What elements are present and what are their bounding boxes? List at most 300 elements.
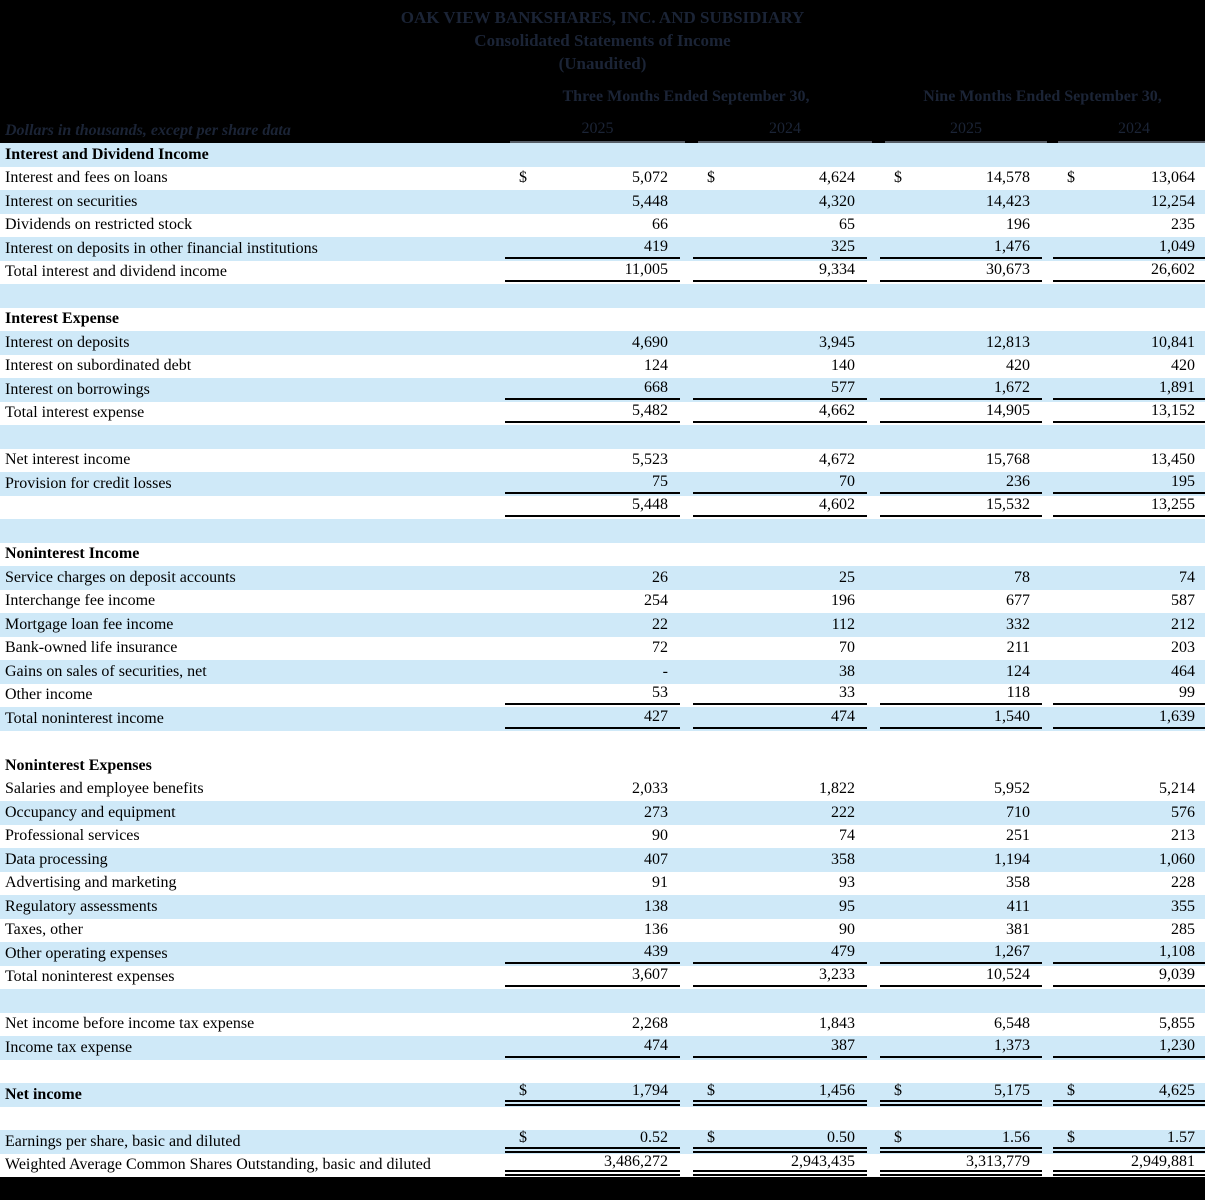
value-text: 3,945 <box>819 333 855 351</box>
value-cell <box>880 331 1042 355</box>
header-spacer <box>0 87 505 107</box>
column-gap <box>680 1083 693 1107</box>
section-header-row <box>0 308 1205 332</box>
column-gap <box>1042 237 1053 261</box>
value-cell <box>505 449 680 473</box>
value-text: 203 <box>1171 639 1195 657</box>
value-cell <box>880 237 1042 259</box>
value-cell <box>1053 496 1205 518</box>
value-text: 38 <box>839 662 855 680</box>
value-text: 1,822 <box>819 780 855 798</box>
value-text: 3,233 <box>819 966 855 984</box>
column-gap <box>1042 707 1053 731</box>
column-gap <box>1042 1083 1053 1107</box>
value-cell <box>880 825 1042 849</box>
value-cell <box>880 637 1042 661</box>
value-text: 355 <box>1171 897 1195 915</box>
value-text: 5,523 <box>632 451 668 469</box>
table-row <box>0 472 1205 496</box>
table-row <box>0 801 1205 825</box>
column-gap <box>867 637 880 661</box>
value-cell <box>1053 660 1205 684</box>
value-text: 325 <box>831 237 855 255</box>
value-text: 14,423 <box>986 192 1030 210</box>
value-cell <box>880 1130 1042 1153</box>
table-row <box>0 895 1205 919</box>
title-block <box>0 0 1205 75</box>
statement-subtitle: Consolidated Statements of Income <box>474 31 731 50</box>
column-gap <box>680 707 693 731</box>
column-gap <box>680 190 693 214</box>
value-text: 5,855 <box>1159 1015 1195 1033</box>
column-gap <box>1042 331 1053 355</box>
value-text: 2,943,435 <box>791 1152 855 1170</box>
value-cell <box>1053 895 1205 919</box>
column-gap <box>680 566 693 590</box>
value-cell <box>1053 872 1205 896</box>
row-label: Net interest income <box>5 451 131 469</box>
column-gap <box>680 684 693 708</box>
column-gap <box>867 801 880 825</box>
value-text: 70 <box>839 639 855 657</box>
value-text: 2,949,881 <box>1131 1152 1195 1170</box>
dollar-sign: $ <box>1067 1129 1075 1147</box>
value-cell <box>693 613 867 637</box>
value-cell <box>505 331 680 355</box>
value-text: 138 <box>644 897 668 915</box>
value-cell <box>880 566 1042 590</box>
value-text: 3,486,272 <box>604 1152 668 1170</box>
blank-row <box>0 989 1205 1013</box>
value-text: 710 <box>1006 803 1030 821</box>
row-label: Mortgage loan fee income <box>5 615 174 633</box>
value-cell <box>693 1083 867 1106</box>
value-cell <box>693 378 867 400</box>
value-text: 1,540 <box>994 707 1030 725</box>
value-text: 14,905 <box>986 402 1030 420</box>
value-text: 1,049 <box>1159 237 1195 255</box>
value-cell <box>505 613 680 637</box>
value-cell <box>1053 1154 1205 1177</box>
value-text: 99 <box>1179 684 1195 702</box>
value-text: 95 <box>839 897 855 915</box>
column-gap <box>680 613 693 637</box>
value-cell <box>505 190 680 214</box>
period-header-nine-months: Nine Months Ended September 30, <box>923 88 1162 105</box>
value-cell <box>693 825 867 849</box>
table-row <box>0 566 1205 590</box>
value-text: 140 <box>831 357 855 375</box>
value-cell <box>505 778 680 802</box>
value-text: 228 <box>1171 874 1195 892</box>
value-cell <box>1053 261 1205 283</box>
column-gap <box>680 449 693 473</box>
column-gap <box>867 331 880 355</box>
value-cell <box>505 496 680 518</box>
value-cell <box>505 660 680 684</box>
dollar-sign: $ <box>707 169 715 187</box>
value-cell <box>693 449 867 473</box>
value-text: 26,602 <box>1151 261 1195 279</box>
value-cell <box>693 355 867 379</box>
value-cell <box>505 825 680 849</box>
value-text: 195 <box>1171 472 1195 490</box>
value-cell <box>693 1013 867 1037</box>
value-cell <box>880 214 1042 238</box>
row-label: Income tax expense <box>5 1038 133 1056</box>
dollar-sign: $ <box>707 1082 715 1100</box>
table-row <box>0 378 1205 402</box>
column-gap <box>867 378 880 402</box>
value-text: 5,448 <box>632 192 668 210</box>
value-cell <box>1053 825 1205 849</box>
table-row <box>0 261 1205 285</box>
value-cell <box>1053 190 1205 214</box>
value-cell <box>693 1130 867 1153</box>
column-gap <box>867 895 880 919</box>
value-cell <box>880 449 1042 473</box>
column-gap <box>680 966 693 990</box>
value-text: 90 <box>839 921 855 939</box>
period-header-row <box>0 87 1205 107</box>
value-text: 479 <box>831 942 855 960</box>
value-text: 124 <box>644 357 668 375</box>
column-gap <box>867 449 880 473</box>
value-cell <box>1053 942 1205 964</box>
value-cell <box>505 942 680 964</box>
value-cell <box>505 355 680 379</box>
value-text: 112 <box>831 615 855 633</box>
value-cell <box>505 707 680 729</box>
value-text: 420 <box>1171 357 1195 375</box>
value-text: 1,672 <box>994 378 1030 396</box>
row-label: Noninterest Income <box>5 545 140 563</box>
value-text: 11,005 <box>624 261 668 279</box>
value-text: 2,268 <box>632 1015 668 1033</box>
column-gap <box>680 778 693 802</box>
column-gap <box>1042 496 1053 520</box>
table-row <box>0 919 1205 943</box>
column-gap <box>867 237 880 261</box>
table-row <box>0 966 1205 990</box>
value-text: 25 <box>839 568 855 586</box>
row-label: Provision for credit losses <box>5 474 172 492</box>
column-gap <box>1042 1130 1053 1154</box>
value-cell <box>693 660 867 684</box>
value-text: 1,476 <box>994 237 1030 255</box>
value-cell <box>505 1154 680 1177</box>
value-cell <box>880 1013 1042 1037</box>
column-gap <box>680 590 693 614</box>
column-gap <box>867 613 880 637</box>
blank-row <box>0 1060 1205 1084</box>
value-text: 74 <box>1179 568 1195 586</box>
value-text: 576 <box>1171 803 1195 821</box>
column-gap <box>867 966 880 990</box>
row-label: Bank-owned life insurance <box>5 639 178 657</box>
row-label: Other operating expenses <box>5 944 168 962</box>
blank-row <box>0 284 1205 308</box>
dollar-sign: $ <box>519 169 527 187</box>
row-label: Regulatory assessments <box>5 897 158 915</box>
value-cell <box>693 472 867 494</box>
row-label: Net income before income tax expense <box>5 1015 255 1033</box>
section-header-row <box>0 754 1205 778</box>
row-label: Advertising and marketing <box>5 874 177 892</box>
value-text: 4,662 <box>819 402 855 420</box>
value-cell <box>1053 167 1205 191</box>
value-cell <box>693 214 867 238</box>
value-text: 13,450 <box>1151 451 1195 469</box>
dollar-sign: $ <box>519 1129 527 1147</box>
value-text: 1,194 <box>994 850 1030 868</box>
value-cell <box>880 472 1042 494</box>
value-cell <box>1053 801 1205 825</box>
row-label <box>0 1107 505 1131</box>
value-text: 93 <box>839 874 855 892</box>
value-cell <box>1053 472 1205 494</box>
value-text: 273 <box>644 803 668 821</box>
column-gap <box>867 1013 880 1037</box>
value-text: 212 <box>1171 615 1195 633</box>
value-text: 12,813 <box>986 333 1030 351</box>
table-row <box>0 637 1205 661</box>
value-text: 211 <box>1006 639 1030 657</box>
column-gap <box>1042 1013 1053 1037</box>
year-header: 2024 <box>1058 120 1205 143</box>
column-gap <box>680 919 693 943</box>
value-text: 9,334 <box>819 261 855 279</box>
value-cell <box>880 496 1042 518</box>
value-cell <box>1053 966 1205 988</box>
value-text: 5,482 <box>632 402 668 420</box>
value-text: 358 <box>831 850 855 868</box>
value-text: 4,602 <box>819 496 855 514</box>
value-text: 13,064 <box>1151 169 1195 187</box>
value-cell <box>880 942 1042 964</box>
row-label: Net income <box>5 1085 82 1103</box>
value-cell <box>693 684 867 706</box>
value-text: 1.57 <box>1167 1129 1195 1147</box>
year-header: 2024 <box>698 120 872 143</box>
value-text: 13,255 <box>1151 496 1195 514</box>
column-gap <box>867 872 880 896</box>
value-text: 15,532 <box>986 496 1030 514</box>
value-text: 10,524 <box>986 966 1030 984</box>
value-cell <box>693 1036 867 1058</box>
row-label: Gains on sales of securities, net <box>5 662 207 680</box>
column-gap <box>1042 214 1053 238</box>
value-cell <box>505 566 680 590</box>
value-cell <box>505 637 680 661</box>
column-gap <box>1042 848 1053 872</box>
value-cell <box>1053 637 1205 661</box>
column-gap <box>680 331 693 355</box>
column-gap <box>680 848 693 872</box>
value-text: 1.56 <box>1002 1129 1030 1147</box>
table-row <box>0 872 1205 896</box>
value-cell <box>693 942 867 964</box>
value-text: 22 <box>652 615 668 633</box>
column-gap <box>680 472 693 496</box>
column-gap <box>867 590 880 614</box>
period-header-three-months: Three Months Ended September 30, <box>562 88 810 105</box>
column-gap <box>1042 637 1053 661</box>
column-gap <box>867 402 880 426</box>
table-row <box>0 684 1205 708</box>
value-cell <box>693 167 867 191</box>
value-text: 15,768 <box>986 451 1030 469</box>
document-header <box>0 0 1205 143</box>
value-text: 1,843 <box>819 1015 855 1033</box>
value-text: 577 <box>831 378 855 396</box>
column-gap <box>1042 825 1053 849</box>
value-text: 3,313,779 <box>966 1152 1030 1170</box>
table-row <box>0 1130 1205 1154</box>
value-cell <box>693 496 867 518</box>
column-gap <box>867 167 880 191</box>
value-cell <box>505 801 680 825</box>
column-gap <box>1042 613 1053 637</box>
value-text: 587 <box>1171 592 1195 610</box>
row-label: Data processing <box>5 850 108 868</box>
value-text: 10,841 <box>1151 333 1195 351</box>
row-label: Interest on subordinated debt <box>5 357 192 375</box>
value-text: 2,033 <box>632 780 668 798</box>
column-gap <box>1042 942 1053 966</box>
row-label <box>0 425 505 449</box>
column-gap <box>867 707 880 731</box>
value-cell <box>693 707 867 729</box>
value-text: 30,673 <box>986 261 1030 279</box>
value-text: 53 <box>652 684 668 702</box>
row-label: Total noninterest income <box>5 709 164 727</box>
value-cell <box>880 872 1042 896</box>
section-header-row <box>0 543 1205 567</box>
column-gap <box>680 402 693 426</box>
value-cell <box>880 660 1042 684</box>
value-text: 407 <box>644 850 668 868</box>
value-cell <box>880 613 1042 637</box>
value-text: 1,267 <box>994 942 1030 960</box>
table-row <box>0 942 1205 966</box>
value-cell <box>880 1036 1042 1058</box>
row-label: Interchange fee income <box>5 592 156 610</box>
value-cell <box>1053 449 1205 473</box>
column-gap <box>1042 919 1053 943</box>
column-gap <box>867 942 880 966</box>
units-note: Dollars in thousands, except per share data <box>5 122 291 139</box>
value-cell <box>505 1013 680 1037</box>
value-cell <box>693 237 867 259</box>
value-text: 196 <box>831 592 855 610</box>
column-gap <box>1042 684 1053 708</box>
value-cell <box>505 167 680 191</box>
blank-row <box>0 519 1205 543</box>
column-gap <box>680 1013 693 1037</box>
column-gap <box>867 496 880 520</box>
value-text: 285 <box>1171 921 1195 939</box>
value-text: 474 <box>831 707 855 725</box>
column-gap <box>1042 895 1053 919</box>
value-text: 1,108 <box>1159 942 1195 960</box>
column-gap <box>867 1130 880 1154</box>
value-text: 26 <box>652 568 668 586</box>
dollar-sign: $ <box>894 1082 902 1100</box>
row-label: Occupancy and equipment <box>5 803 176 821</box>
row-label: Salaries and employee benefits <box>5 780 204 798</box>
value-text: 33 <box>839 684 855 702</box>
value-text: 1,456 <box>819 1082 855 1100</box>
value-cell <box>880 378 1042 400</box>
column-gap <box>867 660 880 684</box>
column-gap <box>680 261 693 285</box>
value-text: 419 <box>644 237 668 255</box>
value-cell <box>693 190 867 214</box>
value-cell <box>880 1154 1042 1177</box>
row-label <box>0 989 505 1013</box>
value-text: 3,607 <box>632 966 668 984</box>
table-row <box>0 825 1205 849</box>
column-gap <box>867 684 880 708</box>
company-title: OAK VIEW BANKSHARES, INC. AND SUBSIDIARY <box>400 8 805 27</box>
column-gap <box>680 1154 693 1178</box>
value-cell <box>693 331 867 355</box>
value-text: 1,060 <box>1159 850 1195 868</box>
blank-row <box>0 425 1205 449</box>
value-text: 74 <box>839 827 855 845</box>
value-cell <box>1053 1130 1205 1153</box>
unaudited-note: (Unaudited) <box>558 54 647 73</box>
value-cell <box>1053 919 1205 943</box>
value-text: 420 <box>1006 357 1030 375</box>
table-row <box>0 496 1205 520</box>
value-text: 136 <box>644 921 668 939</box>
row-label: Dividends on restricted stock <box>5 216 193 234</box>
value-cell <box>880 707 1042 729</box>
value-cell <box>880 966 1042 988</box>
column-gap <box>1042 778 1053 802</box>
row-label <box>0 496 505 520</box>
value-text: 474 <box>644 1036 668 1054</box>
value-text: 1,891 <box>1159 378 1195 396</box>
dollar-sign: $ <box>707 1129 715 1147</box>
value-text: 91 <box>652 874 668 892</box>
value-cell <box>693 261 867 283</box>
value-text: 12,254 <box>1151 192 1195 210</box>
value-text: 332 <box>1006 615 1030 633</box>
column-gap <box>680 1130 693 1154</box>
value-cell <box>505 402 680 424</box>
value-text: 668 <box>644 378 668 396</box>
value-cell <box>505 848 680 872</box>
value-text: 14,578 <box>986 169 1030 187</box>
column-gap <box>680 237 693 261</box>
value-text: 677 <box>1006 592 1030 610</box>
blank-row <box>0 731 1205 755</box>
value-cell <box>880 355 1042 379</box>
column-gap <box>867 355 880 379</box>
value-text: 5,072 <box>632 169 668 187</box>
value-cell <box>880 778 1042 802</box>
column-gap <box>867 778 880 802</box>
value-cell <box>693 872 867 896</box>
dollar-sign: $ <box>894 169 902 187</box>
value-text: 5,952 <box>994 780 1030 798</box>
row-label: Interest and fees on loans <box>5 169 168 187</box>
value-text: 1,639 <box>1159 707 1195 725</box>
value-text: 196 <box>1006 216 1030 234</box>
